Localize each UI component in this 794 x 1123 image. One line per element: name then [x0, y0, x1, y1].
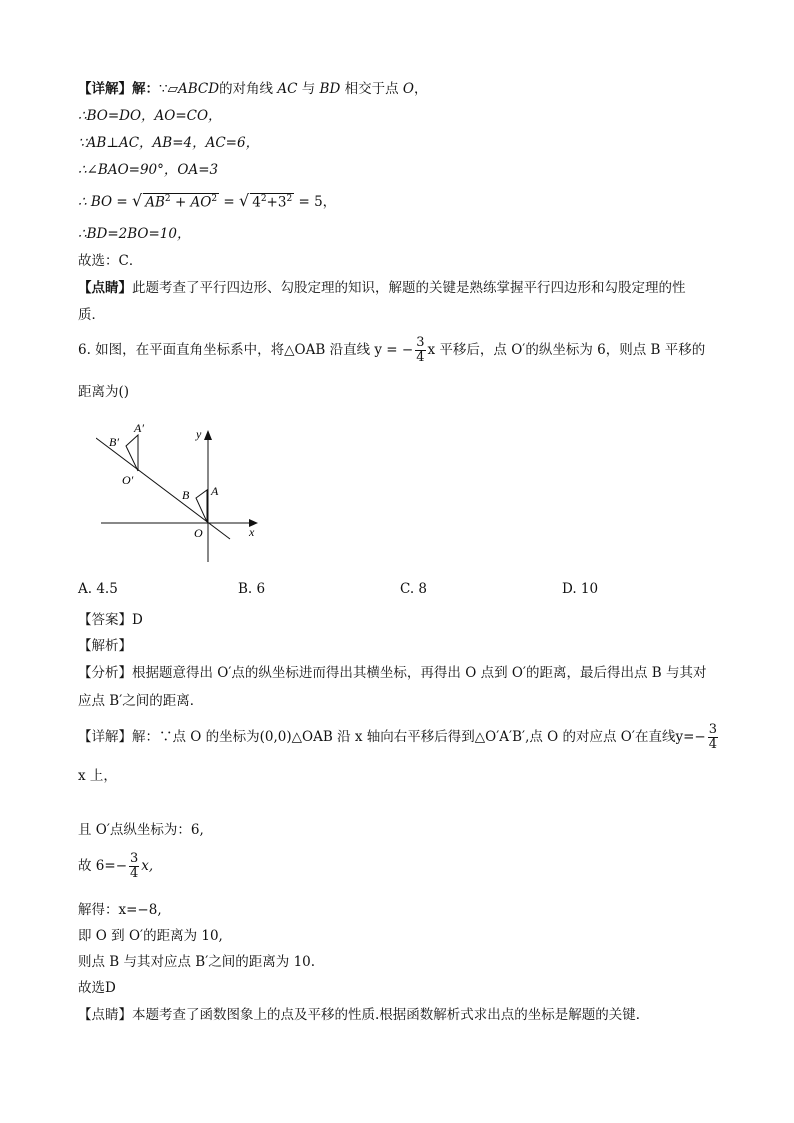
- text: 3: [708, 722, 717, 737]
- option-b: B. 6: [238, 581, 266, 597]
- option-a: A. 4.5: [78, 581, 118, 597]
- text: 【详解】解：∵点 O 的坐标为(0,0)△OAB 沿 x 轴向右平移后得到△O′A′B′,点 O 的对应点 O′在直线y=−: [78, 729, 706, 745]
- text: 故 6=−: [78, 858, 128, 874]
- text: 【点睛】: [78, 280, 132, 296]
- label-b: B: [182, 488, 190, 502]
- translation-line: [96, 438, 230, 539]
- option-d: D. 10: [562, 581, 599, 597]
- text: ABCD: [177, 81, 220, 97]
- q6-detail-line-4: [78, 852, 153, 881]
- label-x: x: [249, 525, 255, 539]
- y-axis-arrow: [204, 430, 212, 440]
- text: 3: [416, 335, 425, 350]
- radicand-2: [250, 193, 294, 211]
- question-6-stem: [78, 336, 705, 365]
- text: 2: [211, 193, 218, 204]
- q6-detail-line-8: 故选D: [78, 980, 116, 996]
- text: +: [266, 194, 278, 210]
- fraction: [415, 336, 425, 365]
- detail-line-2: ∴BO=DO，AO=CO，: [78, 108, 222, 124]
- text: ∵▱: [159, 81, 178, 97]
- fenxi-line-1: 【分析】根据题意得出 O′点的纵坐标进而得出其横坐标，再得出 O 点到 O′的距离，最后得出点 B 与其对: [78, 665, 707, 681]
- fraction: [129, 852, 139, 881]
- detail-line-3: ∵AB⊥AC，AB=4，AC=6，: [78, 135, 260, 151]
- text: =: [223, 194, 235, 210]
- text: 4: [708, 737, 717, 752]
- text: 与: [301, 81, 316, 97]
- text: 此题考查了平行四边形、勾股定理的知识，解题的关键是熟练掌握平行四边形和勾股定理的性: [132, 280, 686, 296]
- coordinate-figure: [96, 418, 266, 568]
- text: BD: [319, 81, 341, 97]
- text: = 5，: [298, 194, 337, 210]
- fenxi-line-2: 应点 B′之间的距离．: [78, 693, 204, 709]
- text: 3: [130, 851, 139, 866]
- q6-detail-line-6: 即 O 到 O′的距离为 10,: [78, 928, 223, 944]
- text: 2: [286, 193, 293, 204]
- detail-line-7: 故选：C．: [78, 253, 143, 269]
- label-a: A: [211, 484, 219, 498]
- q6-detail-line-7: 则点 B 与其对应点 B′之间的距离为 10.: [78, 954, 316, 970]
- detail-line-1: [78, 77, 427, 97]
- label-o-prime: O′: [122, 473, 134, 487]
- label-a-prime: A′: [134, 421, 144, 435]
- radicand-1: [143, 193, 219, 211]
- text: x,: [141, 858, 154, 874]
- text: AO: [190, 194, 212, 210]
- fraction: [708, 723, 718, 752]
- text: AB: [145, 194, 165, 210]
- analysis-heading: 【解析】: [78, 638, 132, 654]
- detail-line-4: ∴∠BAO=90°，OA=3: [78, 162, 219, 178]
- answer-line: 【答案】D: [78, 612, 143, 628]
- label-o: O: [194, 526, 203, 540]
- q6-detail-line-5: 解得：x=−8,: [78, 902, 162, 918]
- text: 4: [416, 350, 425, 365]
- detail-heading: 【详解】解：: [78, 81, 159, 97]
- text: 的对角线: [219, 81, 274, 97]
- q6-detail-line-2: x 上，: [78, 768, 117, 784]
- text: 3: [277, 194, 287, 210]
- text: 2: [164, 193, 171, 204]
- text: ，: [413, 81, 428, 97]
- text: O: [402, 81, 414, 97]
- text: x 平移后，点 O′的纵坐标为 6，则点 B 平移的: [427, 342, 706, 358]
- option-c: C. 8: [400, 581, 428, 597]
- text: 相交于点: [344, 81, 399, 97]
- q6-detail-line-1: [78, 723, 720, 752]
- q6-dianjing: 【点睛】本题考查了函数图象上的点及平移的性质.根据函数解析式求出点的坐标是解题的关键．: [78, 1007, 650, 1023]
- comment-line-1: [78, 276, 686, 296]
- text: 4: [252, 194, 261, 210]
- text: 2: [260, 193, 267, 204]
- radical-sign: √: [239, 191, 250, 210]
- q6-detail-line-3: 且 O′点纵坐标为：6,: [78, 822, 204, 838]
- detail-line-5-sqrt: [78, 190, 336, 210]
- text: ∴ BO =: [78, 194, 128, 210]
- detail-line-6: ∴BD=2BO=10，: [78, 226, 191, 242]
- text: 4: [130, 866, 139, 881]
- label-b-prime: B′: [109, 435, 119, 449]
- comment-line-2: 质．: [78, 307, 105, 323]
- label-y: y: [196, 427, 202, 441]
- text: +: [174, 194, 187, 210]
- text: 6. 如图，在平面直角坐标系中，将△OAB 沿直线 y = −: [78, 342, 414, 358]
- radical-sign: √: [132, 191, 143, 210]
- question-6-stem-2: 距离为(): [78, 384, 130, 400]
- text: AC: [277, 81, 298, 97]
